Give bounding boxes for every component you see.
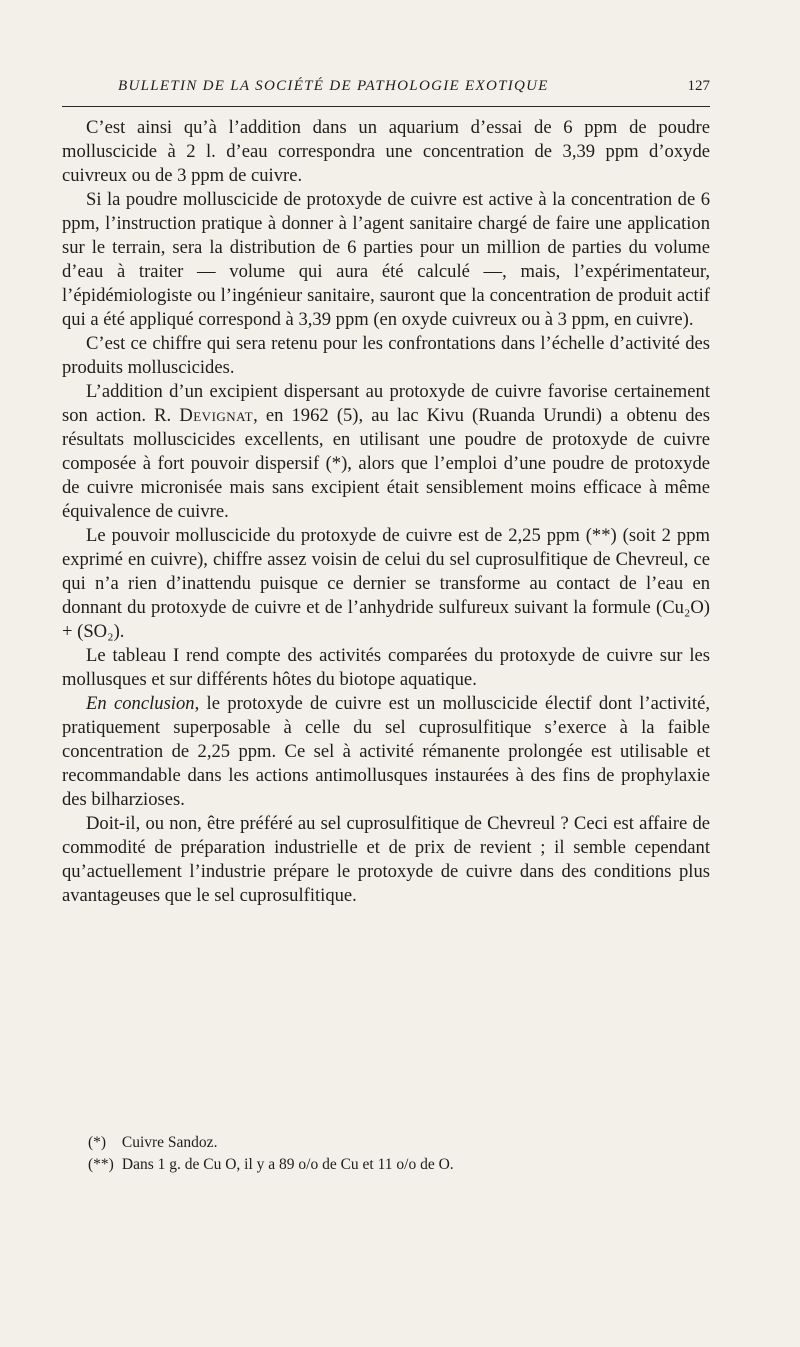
paragraph-5: Le pouvoir molluscicide du protoxyde de cuivre est de 2,25 ppm (**) (soit 2 ppm exprimé en cuivre), chiffre assez voisin de celui du sel cuprosulfitique de Chevreul, ce qui n’a rien d’inattendu puisque ce dernier se transforme au contact de l’eau en donnant du protoxyde de cuivre et de l’anhydride sulfureux suivant la formule (Cu₂O) + (SO₂). (62, 525, 710, 642)
footnote-text: Dans 1 g. de Cu O, il y a 89 o/o de Cu et 11 o/o de O. (121, 1156, 454, 1173)
footnote-2 (88, 1154, 708, 1176)
page-number: 127 (687, 78, 710, 94)
paragraph-7: En conclusion, le protoxyde de cuivre est un molluscicide électif dont l’activité, pratiquement superposable à celle du sel cuprosulfitique s’exerce à la faible concentration de 2,25 ppm. Ce sel à activité rémanente prolongée est utilisable et recommandable dans les actions antimollusques instaurées à des fins de prophylaxie des bilharzioses. (62, 693, 710, 810)
footnote-1 (88, 1132, 708, 1154)
paragraph-8: Doit-il, ou non, être préféré au sel cuprosulfitique de Chevreul ? Ceci est affaire de commodité de préparation industrielle et de prix de revient ; il semble cependant qu’actuellement l’industrie prépare le protoxyde de cuivre dans des conditions plus avantageuses que le sel cuprosulfitique. (62, 813, 710, 906)
body-text (62, 116, 710, 908)
paragraph-1: C’est ainsi qu’à l’addition dans un aquarium d’essai de 6 ppm de poudre molluscicide à 2 l. d’eau correspondra une concentration de 3,39 ppm d’oxyde cuivreux ou de 3 ppm de cuivre. (62, 117, 710, 186)
paragraph-4: L’addition d’un excipient dispersant au protoxyde de cuivre favorise certainement son action. R. Devignat, en 1962 (5), au lac Kivu (Ruanda Urundi) a obtenu des résultats molluscicides excellents, en utilisant une poudre de protoxyde de cuivre composée à fort pouvoir dispersif (*), alors que l’emploi d’une poudre de protoxyde de cuivre micronisée mais sans excipient était sensiblement moins efficace à même équivalence de cuivre. (62, 381, 710, 522)
running-header (62, 78, 710, 104)
paragraph-3: C’est ce chiffre qui sera retenu pour les confrontations dans l’échelle d’activité des produits molluscicides. (62, 333, 710, 378)
footnotes (88, 1132, 708, 1176)
footnote-text: Cuivre Sandoz. (121, 1134, 218, 1151)
header-rule (62, 106, 710, 107)
footnote-mark: (**) (88, 1156, 114, 1173)
paragraph-2: Si la poudre molluscicide de protoxyde de cuivre est active à la concentration de 6 ppm, l’instruction pratique à donner à l’agent sanitaire chargé de faire une application sur le terrain, sera la distribution de 6 parties pour un million de parties du volume d’eau à traiter — volume qui aura été calculé —, mais, l’expérimentateur, l’épidémiologiste ou l’ingénieur sanitaire, sauront que la concentration de produit actif qui a été appliqué correspond à 3,39 ppm (en oxyde cuivreux ou à 3 ppm, en cuivre). (62, 189, 710, 330)
author-name: Devignat (179, 405, 254, 426)
conclusion-lead: En conclusion (86, 693, 195, 714)
footnote-mark: (*) (88, 1134, 107, 1151)
paragraph-6: Le tableau I rend compte des activités comparées du protoxyde de cuivre sur les mollusques et sur différents hôtes du biotope aquatique. (62, 645, 710, 690)
journal-title: BULLETIN DE LA SOCIÉTÉ DE PATHOLOGIE EXOTIQUE (118, 78, 549, 94)
